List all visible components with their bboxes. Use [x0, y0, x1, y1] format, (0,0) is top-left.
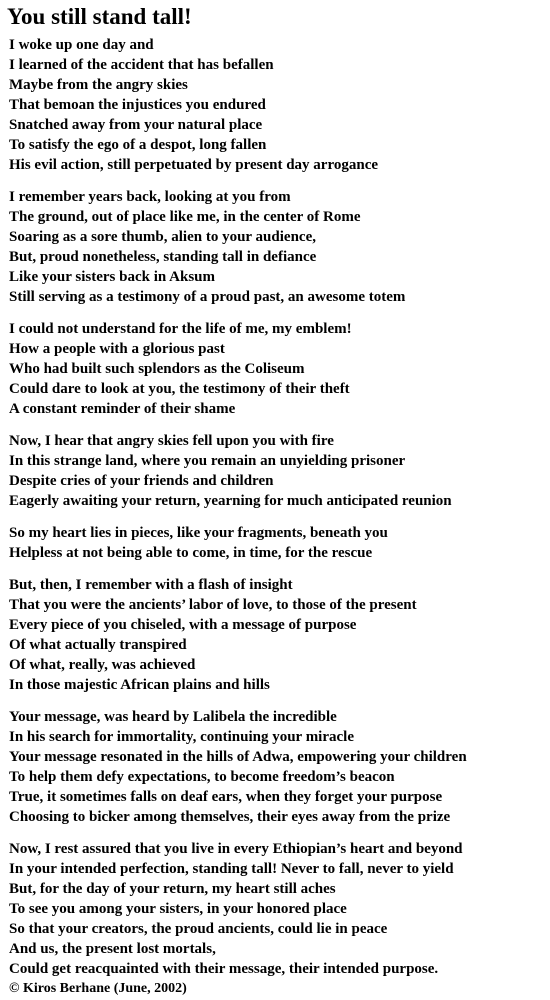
poem-line: But, then, I remember with a flash of insight [9, 577, 293, 593]
stanza-6 [9, 575, 549, 695]
poem-line: That bemoan the injustices you endured [9, 97, 266, 113]
poem-line: I remember years back, looking at you from [9, 189, 291, 205]
poem-line: So my heart lies in pieces, like your fragments, beneath you [9, 525, 388, 541]
poem-line: I woke up one day and [9, 37, 154, 53]
poem-line: To satisfy the ego of a despot, long fallen [9, 137, 267, 153]
poem-line: The ground, out of place like me, in the center of Rome [9, 209, 361, 225]
poem-line: Every piece of you chiseled, with a message of purpose [9, 617, 357, 633]
poem-line: Could get reacquainted with their message, their intended purpose. [9, 961, 439, 977]
poem-line: I learned of the accident that has befallen [9, 57, 274, 73]
poem-line: And us, the present lost mortals, [9, 941, 216, 957]
poem-line: Snatched away from your natural place [9, 117, 263, 133]
poem-line: Of what, really, was achieved [9, 657, 196, 673]
poem-line: Maybe from the angry skies [9, 77, 188, 93]
poem-line: True, it sometimes falls on deaf ears, when they forget your purpose [9, 789, 443, 805]
stanza-1 [9, 35, 549, 175]
poem-line: Your message, was heard by Lalibela the incredible [9, 709, 337, 725]
poem-line: Your message resonated in the hills of Adwa, empowering your children [9, 749, 467, 765]
stanza-7 [9, 707, 549, 827]
stanza-8 [9, 839, 549, 979]
poem-line: I could not understand for the life of me, my emblem! [9, 321, 352, 337]
stanza-3 [9, 319, 549, 419]
poem-line: Choosing to bicker among themselves, their eyes away from the prize [9, 809, 451, 825]
poem-line: To see you among your sisters, in your honored place [9, 901, 347, 917]
poem-line: How a people with a glorious past [9, 341, 225, 357]
poem-line: Like your sisters back in Aksum [9, 269, 216, 285]
poem-line: But, proud nonetheless, standing tall in defiance [9, 249, 317, 265]
poem-line: Soaring as a sore thumb, alien to your audience, [9, 229, 316, 245]
poem-line: In this strange land, where you remain an unyielding prisoner [9, 453, 406, 469]
poem-line: That you were the ancients’ labor of love, to those of the present [9, 597, 417, 613]
poem-body [9, 35, 549, 991]
poem-line: So that your creators, the proud ancients, could lie in peace [9, 921, 388, 937]
poem-line: In his search for immortality, continuing your miracle [9, 729, 354, 745]
poem-line: Eagerly awaiting your return, yearning for much anticipated reunion [9, 493, 452, 509]
poem-line: Now, I rest assured that you live in every Ethiopian’s heart and beyond [9, 841, 463, 857]
poem-line: Still serving as a testimony of a proud past, an awesome totem [9, 289, 406, 305]
poem-line: A constant reminder of their shame [9, 401, 236, 417]
stanza-2 [9, 187, 549, 307]
stanza-4 [9, 431, 549, 511]
copyright-signature: © Kiros Berhane (June, 2002) [9, 981, 187, 996]
poem-line: His evil action, still perpetuated by present day arrogance [9, 157, 379, 173]
poem-line: Of what actually transpired [9, 637, 187, 653]
poem-line: Despite cries of your friends and children [9, 473, 274, 489]
poem-line: Who had built such splendors as the Coliseum [9, 361, 305, 377]
poem-line: To help them defy expectations, to become freedom’s beacon [9, 769, 395, 785]
poem-line: Could dare to look at you, the testimony of their theft [9, 381, 350, 397]
poem-line: In those majestic African plains and hills [9, 677, 270, 693]
poem-title: You still stand tall! [7, 4, 192, 29]
poem-line: But, for the day of your return, my heart still aches [9, 881, 336, 897]
stanza-5 [9, 523, 549, 563]
poem-line: Now, I hear that angry skies fell upon you with fire [9, 433, 334, 449]
poem-line: Helpless at not being able to come, in time, for the rescue [9, 545, 373, 561]
poem-line: In your intended perfection, standing tall! Never to fall, never to yield [9, 861, 454, 877]
